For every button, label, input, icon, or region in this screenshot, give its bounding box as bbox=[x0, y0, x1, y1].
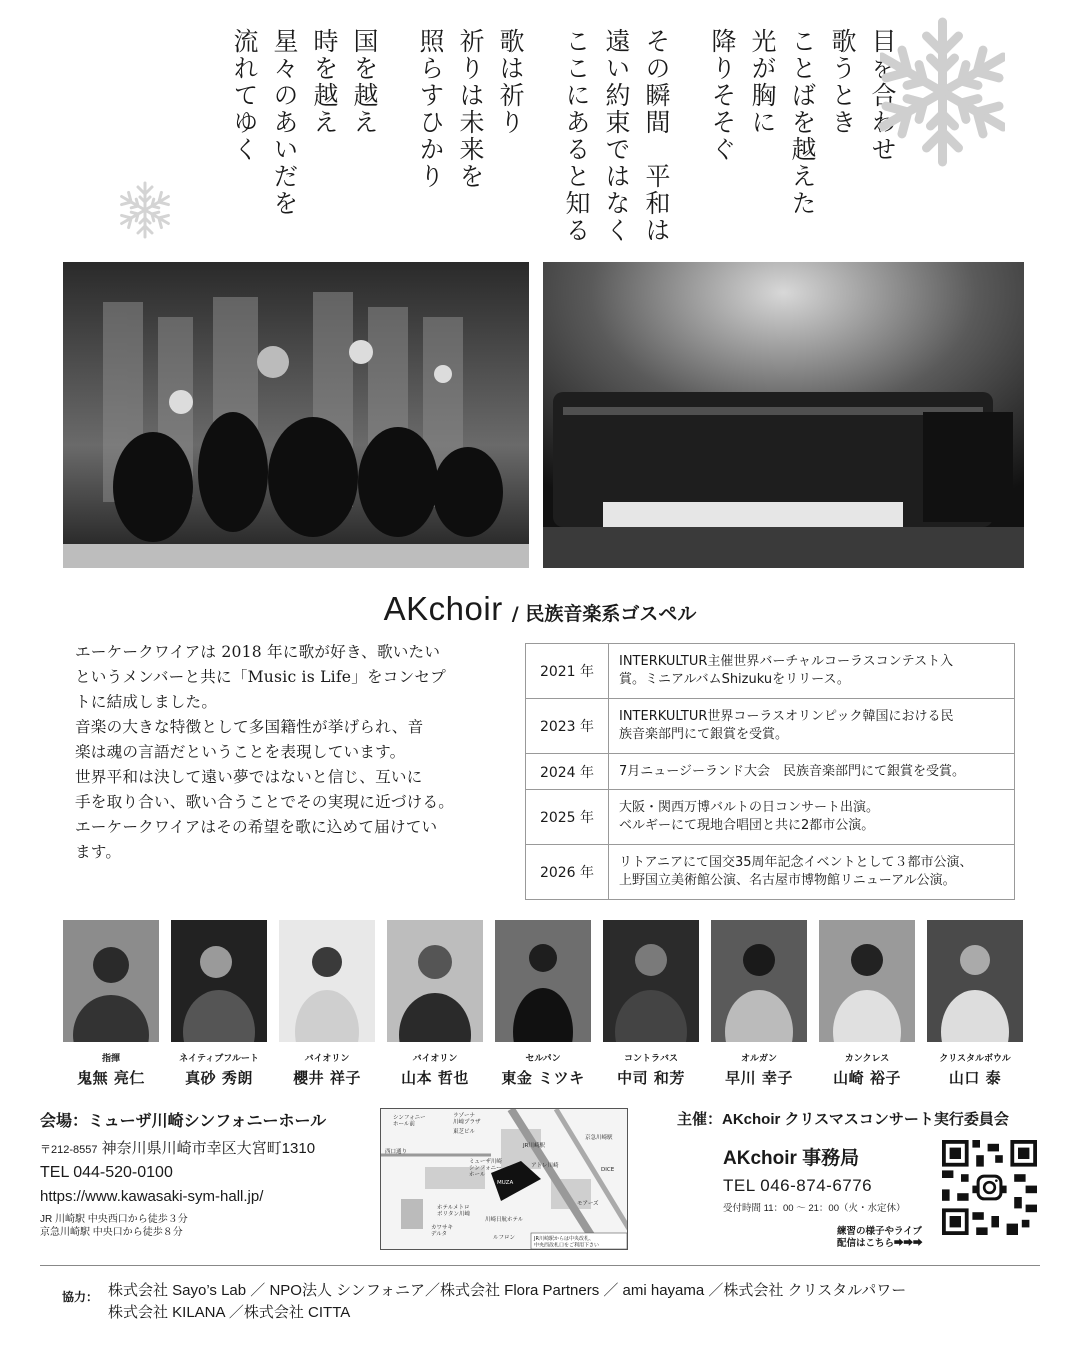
history-text: INTERKULTUR主催世界バーチャルコーラスコンテスト入 賞。ミニアルバムShizukuをリリース。 bbox=[609, 644, 1015, 699]
member-role: クリスタルボウル bbox=[939, 1054, 1011, 1064]
choir-name: AKchoir bbox=[383, 590, 503, 627]
table-row bbox=[526, 790, 1015, 845]
member-role: オルガン bbox=[740, 1054, 777, 1064]
map-label-nishiguchi: 西口通り bbox=[385, 1149, 408, 1155]
history-text: INTERKULTUR世界コーラスオリンピック韓国における民 族音楽部門にて銀賞を受賞。 bbox=[609, 699, 1015, 754]
poem-line: 光が胸に bbox=[748, 28, 777, 136]
cooperation-line: 株式会社 Sayo’s Lab ／ NPO法人 シンフォニア／株式会社 Flora Partners ／ ami hayama ／株式会社 クリスタルパワー bbox=[108, 1282, 907, 1299]
map-label-dice: DICE bbox=[601, 1167, 615, 1173]
venue-street: 神奈川県川崎市幸区大宮町1310 bbox=[101, 1140, 316, 1157]
map-label-atre: アトレ川崎 bbox=[531, 1163, 559, 1169]
member-photo bbox=[387, 920, 483, 1042]
table-row bbox=[526, 699, 1015, 754]
venue-info bbox=[40, 1108, 380, 1239]
member-name: 山口 泰 bbox=[948, 1069, 1002, 1087]
map-note: JR川崎駅からは中央改札、中央西改札口をご利用下さい bbox=[534, 1236, 600, 1249]
list-item bbox=[387, 920, 483, 1088]
poem-line: 星々のあいだを bbox=[270, 28, 299, 217]
member-name: 鬼無 亮仁 bbox=[77, 1069, 145, 1087]
member-name: 山崎 裕子 bbox=[833, 1069, 901, 1087]
member-name: 櫻井 祥子 bbox=[293, 1069, 361, 1087]
map-label-jr-station: JR川崎駅 bbox=[523, 1143, 545, 1149]
poem-line: 照らすひかり bbox=[416, 28, 445, 190]
table-row bbox=[526, 845, 1015, 900]
member-role: ネイティブフルート bbox=[179, 1054, 259, 1064]
choir-genre: / 民族音楽系ゴスペル bbox=[511, 603, 697, 625]
description-paragraph: 音楽の大きな特徴として多国籍性が挙げられ、音 楽は魂の言語だということを表現しています。 bbox=[75, 718, 424, 761]
poem-line: 歌は祈り bbox=[496, 28, 525, 136]
history-year: 2026 年 bbox=[526, 845, 609, 900]
member-photo bbox=[819, 920, 915, 1042]
access-map bbox=[380, 1108, 628, 1250]
member-role: バイオリン bbox=[412, 1054, 458, 1064]
choir-title bbox=[0, 590, 1080, 628]
member-photo bbox=[279, 920, 375, 1042]
access-jr: JR 川崎駅 中央西口から徒歩３分 bbox=[40, 1214, 188, 1225]
member-name: 東金 ミツキ bbox=[501, 1069, 585, 1087]
history-year: 2024 年 bbox=[526, 754, 609, 790]
map-label-lufuron: ルフロン bbox=[493, 1235, 516, 1241]
instagram-qr-code-icon[interactable] bbox=[942, 1140, 1037, 1235]
table-row bbox=[526, 754, 1015, 790]
map-label-keikyu: 京急川崎駅 bbox=[585, 1135, 613, 1141]
history-text: 7月ニュージーランド大会 民族音楽部門にて銀賞を受賞。 bbox=[609, 754, 1015, 790]
poem-line: その瞬間 平和は bbox=[642, 28, 671, 244]
member-name: 真砂 秀朗 bbox=[185, 1069, 253, 1087]
poem-line: ここにあると知る bbox=[562, 28, 591, 244]
map-label-nikko: 川崎日航ホテル bbox=[485, 1217, 524, 1223]
snowflake-large-icon bbox=[880, 12, 1005, 172]
list-item bbox=[603, 920, 699, 1088]
poem-line: 祈りは未来を bbox=[456, 28, 485, 190]
member-list bbox=[63, 920, 1023, 1088]
member-photo bbox=[603, 920, 699, 1042]
list-item bbox=[171, 920, 267, 1088]
venue-access bbox=[40, 1213, 380, 1239]
poem-line: 時を越え bbox=[310, 28, 339, 136]
map-label-toshiba: 東芝ビル bbox=[453, 1129, 476, 1135]
venue-address bbox=[40, 1137, 380, 1158]
office-tel: TEL 046-874-6776 bbox=[723, 1176, 873, 1195]
cooperation-list bbox=[108, 1280, 1048, 1324]
history-table bbox=[525, 643, 1015, 900]
map-label-symphony: シンフォニーホール前 bbox=[393, 1115, 426, 1128]
member-role: カンクレス bbox=[844, 1054, 890, 1064]
choir-description bbox=[75, 640, 500, 865]
member-role: セルパン bbox=[525, 1054, 561, 1064]
table-row bbox=[526, 644, 1015, 699]
list-item bbox=[495, 920, 591, 1088]
divider bbox=[40, 1265, 1040, 1266]
member-photo bbox=[63, 920, 159, 1042]
performance-photo-right bbox=[543, 262, 1024, 568]
list-item bbox=[927, 920, 1023, 1088]
office-hours: 受付時間 11：00 ～ 21：00（火・水定休） bbox=[723, 1203, 906, 1214]
history-text: 大阪・関西万博バルトの日コンサート出演。 ベルギーにて現地合唱団と共に2都市公演。 bbox=[609, 790, 1015, 845]
history-year: 2025 年 bbox=[526, 790, 609, 845]
poem-line: 降りそそぐ bbox=[708, 28, 737, 163]
map-label-lazona: ラゾーナ川崎プラザ bbox=[453, 1113, 481, 1126]
member-photo bbox=[171, 920, 267, 1042]
map-label-hotel-metro: ホテルメトロポリタン川崎 bbox=[437, 1205, 471, 1218]
list-item bbox=[63, 920, 159, 1088]
member-name: 早川 幸子 bbox=[725, 1069, 793, 1087]
poem-line: 遠い約束ではなく bbox=[602, 28, 631, 244]
venue-url[interactable]: https://www.kawasaki-sym-hall.jp/ bbox=[40, 1188, 264, 1205]
map-label-delta: カワサキデルタ bbox=[431, 1225, 454, 1238]
member-photo bbox=[495, 920, 591, 1042]
list-item bbox=[819, 920, 915, 1088]
poem-line: 流れてゆく bbox=[230, 28, 259, 163]
organiser-host: 主催：AKchoir クリスマスコンサート実行委員会 bbox=[677, 1111, 1009, 1128]
member-name: 山本 哲也 bbox=[401, 1069, 469, 1087]
poem-line: 目を合わせ bbox=[868, 28, 897, 163]
poem-line: ことばを越えた bbox=[788, 28, 817, 217]
description-paragraph: 世界平和は決して遠い夢ではないと信じ、互いに 手を取り合い、歌い合うことでその実現に近づける。 bbox=[75, 768, 455, 811]
member-photo bbox=[927, 920, 1023, 1042]
member-photo bbox=[711, 920, 807, 1042]
history-text: リトアニアにて国交35周年記念イベントとして３都市公演、 上野国立美術館公演、名古屋市博物館リニューアル公演。 bbox=[609, 845, 1015, 900]
performance-photo-left bbox=[63, 262, 529, 568]
member-name: 中司 和芳 bbox=[617, 1069, 685, 1087]
venue-title: 会場：ミューザ川崎シンフォニーホール bbox=[40, 1113, 327, 1130]
poem-line: 歌うとき bbox=[828, 28, 857, 136]
snowflake-small-icon bbox=[115, 180, 175, 240]
member-role: コントラバス bbox=[623, 1054, 678, 1064]
description-paragraph: エーケークワイアは 2018 年に歌が好き、歌いたい というメンバーと共に「Music is Life」をコンセプ トに結成しました。 bbox=[75, 643, 446, 711]
description-paragraph: エーケークワイアはその希望を歌に込めて届けてい ます。 bbox=[75, 818, 438, 861]
venue-tel: TEL 044-520-0100 bbox=[40, 1164, 173, 1181]
poem-line: 国を越え bbox=[350, 28, 379, 136]
map-label-muza-logo: MUZA bbox=[497, 1180, 514, 1186]
history-year: 2021 年 bbox=[526, 644, 609, 699]
list-item bbox=[279, 920, 375, 1088]
cooperation-line: 株式会社 KILANA ／株式会社 CITTA bbox=[108, 1304, 351, 1321]
member-role: バイオリン bbox=[304, 1054, 350, 1064]
cooperation-label: 協力： bbox=[62, 1290, 99, 1304]
access-keikyu: 京急川崎駅 中央口から徒歩８分 bbox=[40, 1227, 183, 1238]
list-item bbox=[711, 920, 807, 1088]
member-role: 指揮 bbox=[101, 1054, 120, 1064]
map-label-more: モアーズ bbox=[577, 1201, 599, 1207]
venue-zip: 〒212-8557 bbox=[40, 1144, 98, 1156]
poem bbox=[195, 28, 895, 243]
office-name: AKchoir 事務局 bbox=[723, 1148, 860, 1169]
qr-note: 練習の様子やライブ 配信はこちら➡➡➡ bbox=[837, 1226, 923, 1249]
map-label-muza-hall: ミューザ川崎シンフォニーホール bbox=[469, 1159, 502, 1178]
history-year: 2023 年 bbox=[526, 699, 609, 754]
